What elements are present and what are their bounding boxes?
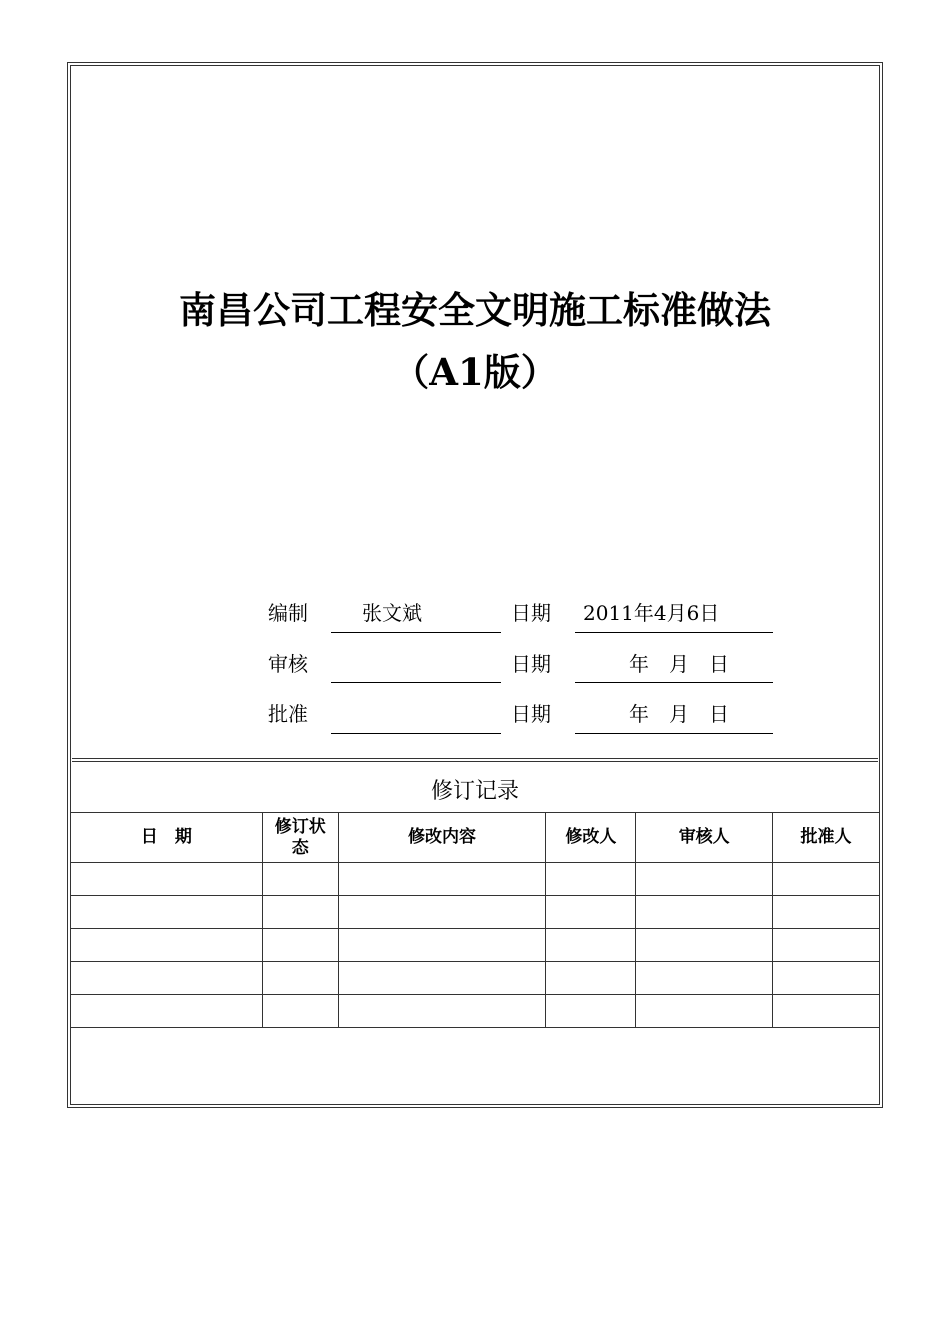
table-cell[interactable] <box>546 896 636 929</box>
signoff-date-line <box>575 733 773 734</box>
signoff-date-compile: 2011年4月6日 <box>583 601 720 625</box>
header-reviewer: 审核人 <box>636 813 773 863</box>
revision-record-title: 修订记录 <box>430 779 519 804</box>
table-cell[interactable] <box>338 863 546 896</box>
table-cell[interactable] <box>262 962 338 995</box>
table-cell[interactable] <box>546 995 636 1028</box>
header-date: 日 期 <box>71 813 263 863</box>
revision-table <box>70 812 880 1028</box>
table-cell[interactable] <box>71 995 263 1028</box>
signoff-date-label-approve: 日期 <box>511 702 551 726</box>
table-cell[interactable] <box>338 929 546 962</box>
table-row <box>71 962 880 995</box>
table-row <box>71 995 880 1028</box>
signoff-date-approve: 年 月 日 <box>629 702 729 726</box>
signoff-role-approve: 批准 <box>268 702 308 726</box>
table-cell[interactable] <box>636 896 773 929</box>
header-change-content: 修改内容 <box>338 813 546 863</box>
table-cell[interactable] <box>338 896 546 929</box>
signoff-date-label-compile: 日期 <box>511 601 551 625</box>
table-cell[interactable] <box>773 962 880 995</box>
table-cell[interactable] <box>71 929 263 962</box>
table-cell[interactable] <box>636 995 773 1028</box>
section-divider <box>72 758 878 759</box>
table-cell[interactable] <box>636 929 773 962</box>
header-revision-status: 修订状态 <box>262 813 338 863</box>
signoff-date-line <box>575 632 773 633</box>
signoff-name-line <box>331 733 501 734</box>
table-cell[interactable] <box>636 962 773 995</box>
table-cell[interactable] <box>262 995 338 1028</box>
document-title: 南昌公司工程安全文明施工标准做法 <box>179 289 771 332</box>
table-cell[interactable] <box>546 929 636 962</box>
signoff-role-review: 审核 <box>268 652 308 676</box>
table-cell[interactable] <box>546 863 636 896</box>
table-cell[interactable] <box>773 995 880 1028</box>
table-cell[interactable] <box>71 962 263 995</box>
signoff-date-line <box>575 682 773 683</box>
revision-header-row <box>71 813 880 863</box>
table-cell[interactable] <box>636 863 773 896</box>
table-cell[interactable] <box>262 863 338 896</box>
section-divider <box>72 761 878 762</box>
table-cell[interactable] <box>71 863 263 896</box>
table-cell[interactable] <box>546 962 636 995</box>
signoff-date-review: 年 月 日 <box>629 652 729 676</box>
signoff-name-compile: 张文斌 <box>362 601 422 625</box>
table-cell[interactable] <box>773 896 880 929</box>
header-modifier: 修改人 <box>546 813 636 863</box>
signoff-role-compile: 编制 <box>268 601 308 625</box>
table-row <box>71 896 880 929</box>
table-cell[interactable] <box>338 962 546 995</box>
signoff-date-label-review: 日期 <box>511 652 551 676</box>
signoff-name-line <box>331 682 501 683</box>
table-cell[interactable] <box>71 896 263 929</box>
table-row <box>71 929 880 962</box>
table-cell[interactable] <box>773 863 880 896</box>
table-row <box>71 863 880 896</box>
table-cell[interactable] <box>262 896 338 929</box>
table-cell[interactable] <box>338 995 546 1028</box>
table-cell[interactable] <box>773 929 880 962</box>
table-cell[interactable] <box>262 929 338 962</box>
document-version: （A1版） <box>392 350 558 394</box>
signoff-name-line <box>331 632 501 633</box>
header-approver: 批准人 <box>773 813 880 863</box>
